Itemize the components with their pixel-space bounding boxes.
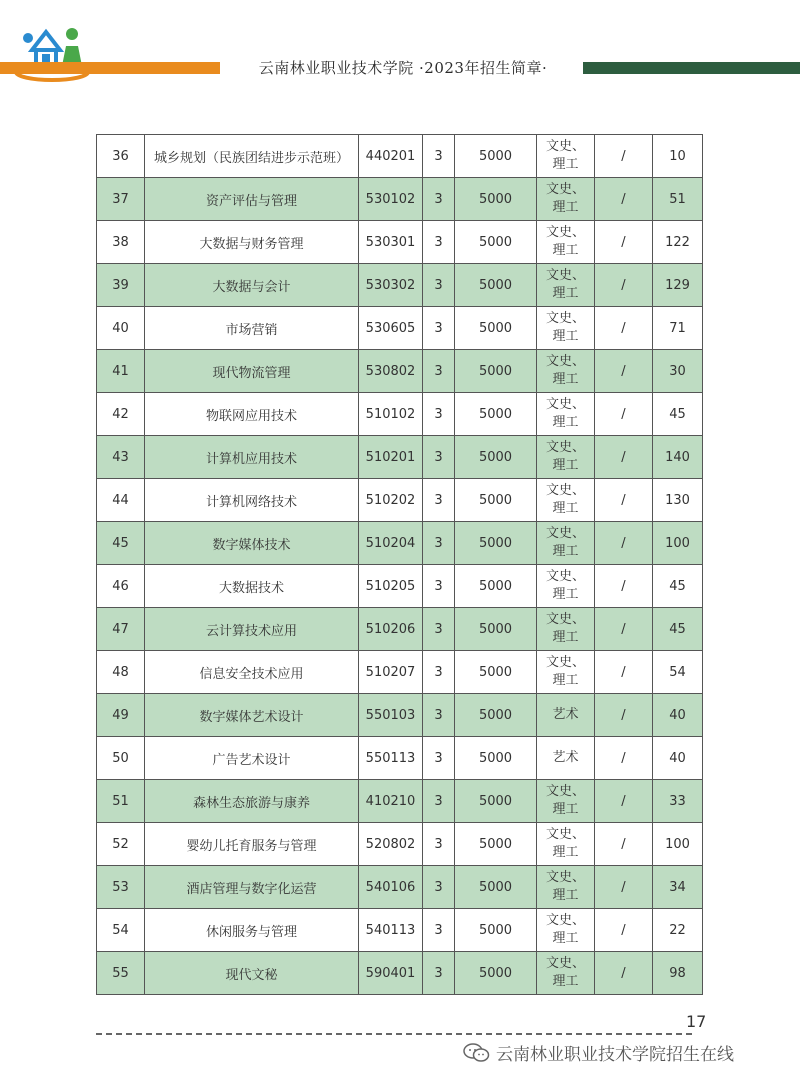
quota-cell: 140: [653, 436, 703, 479]
table-row: [97, 565, 703, 608]
tuition-cell: 5000: [455, 307, 537, 350]
extra-cell: /: [595, 823, 653, 866]
major-name-cell: 云计算技术应用: [145, 608, 359, 651]
row-number-cell: 45: [97, 522, 145, 565]
tuition-cell: 5000: [455, 651, 537, 694]
page-header: [0, 0, 800, 110]
quota-cell: 100: [653, 823, 703, 866]
tuition-cell: 5000: [455, 178, 537, 221]
extra-cell: /: [595, 866, 653, 909]
table-row: [97, 952, 703, 995]
row-number-cell: 48: [97, 651, 145, 694]
duration-cell: 3: [423, 350, 455, 393]
row-number-cell: 36: [97, 135, 145, 178]
tuition-cell: 5000: [455, 737, 537, 780]
watermark: [462, 1040, 734, 1065]
table-row: [97, 221, 703, 264]
major-code-cell: 510205: [359, 565, 423, 608]
major-name-cell: 计算机网络技术: [145, 479, 359, 522]
quota-cell: 45: [653, 393, 703, 436]
tuition-cell: 5000: [455, 823, 537, 866]
major-name-cell: 资产评估与管理: [145, 178, 359, 221]
quota-cell: 22: [653, 909, 703, 952]
header-orange-bar: [0, 62, 220, 74]
subject-stream-text: 文史、理工: [545, 225, 585, 258]
extra-cell: /: [595, 694, 653, 737]
header-title: 云南林业职业技术学院 ·2023年招生简章·: [258, 59, 548, 77]
subject-stream-cell: [537, 651, 595, 694]
major-name-cell: 物联网应用技术: [145, 393, 359, 436]
quota-cell: 129: [653, 264, 703, 307]
duration-cell: 3: [423, 823, 455, 866]
subject-stream-cell: [537, 952, 595, 995]
duration-cell: 3: [423, 608, 455, 651]
tuition-cell: 5000: [455, 780, 537, 823]
subject-stream-cell: [537, 479, 595, 522]
subject-stream-cell: [537, 393, 595, 436]
major-name-cell: 婴幼儿托育服务与管理: [145, 823, 359, 866]
duration-cell: 3: [423, 866, 455, 909]
major-code-cell: 590401: [359, 952, 423, 995]
quota-cell: 30: [653, 350, 703, 393]
subject-stream-cell: [537, 737, 595, 780]
row-number-cell: 38: [97, 221, 145, 264]
subject-stream-text: 文史、理工: [545, 483, 585, 516]
tuition-cell: 5000: [455, 264, 537, 307]
extra-cell: /: [595, 393, 653, 436]
subject-stream-text: 文史、理工: [545, 784, 585, 817]
subject-stream-text: 文史、理工: [545, 397, 585, 430]
tuition-cell: 5000: [455, 436, 537, 479]
major-code-cell: 540113: [359, 909, 423, 952]
subject-stream-text: 文史、理工: [545, 612, 585, 645]
subject-stream-text: 文史、理工: [545, 956, 585, 989]
subject-stream-cell: [537, 780, 595, 823]
major-name-cell: 城乡规划（民族团结进步示范班）: [145, 135, 359, 178]
row-number-cell: 39: [97, 264, 145, 307]
major-name-cell: 大数据与财务管理: [145, 221, 359, 264]
table-row: [97, 479, 703, 522]
row-number-cell: 44: [97, 479, 145, 522]
row-number-cell: 42: [97, 393, 145, 436]
tuition-cell: 5000: [455, 952, 537, 995]
quota-cell: 45: [653, 608, 703, 651]
table-row: [97, 135, 703, 178]
subject-stream-cell: [537, 307, 595, 350]
watermark-text: 云南林业职业技术学院招生在线: [496, 1045, 734, 1065]
quota-cell: 130: [653, 479, 703, 522]
house-family-logo-icon: [12, 20, 92, 84]
row-number-cell: 43: [97, 436, 145, 479]
subject-stream-cell: [537, 565, 595, 608]
duration-cell: 3: [423, 479, 455, 522]
duration-cell: 3: [423, 694, 455, 737]
footer-dashed-line: [96, 1033, 692, 1035]
tuition-cell: 5000: [455, 221, 537, 264]
table-row: [97, 178, 703, 221]
major-name-cell: 信息安全技术应用: [145, 651, 359, 694]
table-row: [97, 651, 703, 694]
subject-stream-cell: [537, 178, 595, 221]
tuition-cell: 5000: [455, 522, 537, 565]
duration-cell: 3: [423, 565, 455, 608]
major-code-cell: 510207: [359, 651, 423, 694]
subject-stream-cell: [537, 436, 595, 479]
major-name-cell: 数字媒体技术: [145, 522, 359, 565]
row-number-cell: 54: [97, 909, 145, 952]
tuition-cell: 5000: [455, 135, 537, 178]
major-code-cell: 530802: [359, 350, 423, 393]
subject-stream-text: 文史、理工: [545, 569, 585, 602]
enrollment-table: [96, 134, 703, 995]
row-number-cell: 51: [97, 780, 145, 823]
extra-cell: /: [595, 780, 653, 823]
tuition-cell: 5000: [455, 350, 537, 393]
quota-cell: 54: [653, 651, 703, 694]
quota-cell: 71: [653, 307, 703, 350]
subject-stream-text: 艺术: [552, 707, 579, 722]
table-row: [97, 307, 703, 350]
table-row: [97, 522, 703, 565]
row-number-cell: 41: [97, 350, 145, 393]
major-name-cell: 现代物流管理: [145, 350, 359, 393]
subject-stream-text: 文史、理工: [545, 354, 585, 387]
tuition-cell: 5000: [455, 608, 537, 651]
quota-cell: 122: [653, 221, 703, 264]
quota-cell: 10: [653, 135, 703, 178]
table-row: [97, 866, 703, 909]
major-code-cell: 550103: [359, 694, 423, 737]
subject-stream-cell: [537, 350, 595, 393]
duration-cell: 3: [423, 909, 455, 952]
major-name-cell: 休闲服务与管理: [145, 909, 359, 952]
major-name-cell: 数字媒体艺术设计: [145, 694, 359, 737]
quota-cell: 98: [653, 952, 703, 995]
duration-cell: 3: [423, 393, 455, 436]
row-number-cell: 40: [97, 307, 145, 350]
extra-cell: /: [595, 479, 653, 522]
table-row: [97, 909, 703, 952]
major-name-cell: 市场营销: [145, 307, 359, 350]
subject-stream-cell: [537, 694, 595, 737]
duration-cell: 3: [423, 952, 455, 995]
quota-cell: 40: [653, 694, 703, 737]
extra-cell: /: [595, 350, 653, 393]
table-row: [97, 350, 703, 393]
tuition-cell: 5000: [455, 565, 537, 608]
tuition-cell: 5000: [455, 694, 537, 737]
row-number-cell: 55: [97, 952, 145, 995]
extra-cell: /: [595, 135, 653, 178]
major-name-cell: 计算机应用技术: [145, 436, 359, 479]
row-number-cell: 46: [97, 565, 145, 608]
duration-cell: 3: [423, 780, 455, 823]
quota-cell: 40: [653, 737, 703, 780]
subject-stream-text: 文史、理工: [545, 870, 585, 903]
subject-stream-cell: [537, 522, 595, 565]
subject-stream-cell: [537, 221, 595, 264]
subject-stream-text: 文史、理工: [545, 526, 585, 559]
extra-cell: /: [595, 565, 653, 608]
table-row: [97, 264, 703, 307]
duration-cell: 3: [423, 436, 455, 479]
subject-stream-text: 文史、理工: [545, 182, 585, 215]
duration-cell: 3: [423, 221, 455, 264]
subject-stream-text: 文史、理工: [545, 827, 585, 860]
tuition-cell: 5000: [455, 909, 537, 952]
major-code-cell: 530301: [359, 221, 423, 264]
table-row: [97, 608, 703, 651]
table-row: [97, 393, 703, 436]
quota-cell: 33: [653, 780, 703, 823]
duration-cell: 3: [423, 737, 455, 780]
tuition-cell: 5000: [455, 866, 537, 909]
extra-cell: /: [595, 436, 653, 479]
subject-stream-cell: [537, 909, 595, 952]
major-name-cell: 现代文秘: [145, 952, 359, 995]
major-code-cell: 540106: [359, 866, 423, 909]
duration-cell: 3: [423, 264, 455, 307]
subject-stream-text: 文史、理工: [545, 440, 585, 473]
table-row: [97, 780, 703, 823]
row-number-cell: 37: [97, 178, 145, 221]
extra-cell: /: [595, 264, 653, 307]
quota-cell: 34: [653, 866, 703, 909]
row-number-cell: 47: [97, 608, 145, 651]
extra-cell: /: [595, 178, 653, 221]
tuition-cell: 5000: [455, 479, 537, 522]
duration-cell: 3: [423, 522, 455, 565]
subject-stream-cell: [537, 608, 595, 651]
subject-stream-cell: [537, 264, 595, 307]
extra-cell: /: [595, 307, 653, 350]
duration-cell: 3: [423, 651, 455, 694]
quota-cell: 45: [653, 565, 703, 608]
major-code-cell: 510204: [359, 522, 423, 565]
major-name-cell: 森林生态旅游与康养: [145, 780, 359, 823]
major-code-cell: 510206: [359, 608, 423, 651]
major-code-cell: 440201: [359, 135, 423, 178]
table-row: [97, 737, 703, 780]
quota-cell: 100: [653, 522, 703, 565]
row-number-cell: 49: [97, 694, 145, 737]
subject-stream-text: 文史、理工: [545, 139, 585, 172]
row-number-cell: 50: [97, 737, 145, 780]
subject-stream-text: 文史、理工: [545, 268, 585, 301]
duration-cell: 3: [423, 178, 455, 221]
duration-cell: 3: [423, 307, 455, 350]
major-name-cell: 酒店管理与数字化运营: [145, 866, 359, 909]
major-code-cell: 550113: [359, 737, 423, 780]
quota-cell: 51: [653, 178, 703, 221]
row-number-cell: 52: [97, 823, 145, 866]
subject-stream-cell: [537, 823, 595, 866]
header-green-bar: [583, 62, 800, 74]
major-code-cell: 530102: [359, 178, 423, 221]
table-row: [97, 823, 703, 866]
major-name-cell: 大数据技术: [145, 565, 359, 608]
table-row: [97, 694, 703, 737]
subject-stream-cell: [537, 866, 595, 909]
major-code-cell: 530605: [359, 307, 423, 350]
extra-cell: /: [595, 737, 653, 780]
major-code-cell: 510202: [359, 479, 423, 522]
subject-stream-text: 文史、理工: [545, 655, 585, 688]
major-code-cell: 530302: [359, 264, 423, 307]
row-number-cell: 53: [97, 866, 145, 909]
extra-cell: /: [595, 952, 653, 995]
subject-stream-cell: [537, 135, 595, 178]
extra-cell: /: [595, 608, 653, 651]
subject-stream-text: 艺术: [552, 750, 579, 765]
extra-cell: /: [595, 522, 653, 565]
table-row: [97, 436, 703, 479]
subject-stream-text: 文史、理工: [545, 311, 585, 344]
extra-cell: /: [595, 651, 653, 694]
tuition-cell: 5000: [455, 393, 537, 436]
duration-cell: 3: [423, 135, 455, 178]
major-code-cell: 410210: [359, 780, 423, 823]
subject-stream-text: 文史、理工: [545, 913, 585, 946]
page-number: 17: [686, 1012, 707, 1031]
wechat-icon: [462, 1042, 490, 1064]
major-name-cell: 大数据与会计: [145, 264, 359, 307]
major-code-cell: 520802: [359, 823, 423, 866]
major-code-cell: 510201: [359, 436, 423, 479]
major-code-cell: 510102: [359, 393, 423, 436]
major-name-cell: 广告艺术设计: [145, 737, 359, 780]
extra-cell: /: [595, 221, 653, 264]
extra-cell: /: [595, 909, 653, 952]
